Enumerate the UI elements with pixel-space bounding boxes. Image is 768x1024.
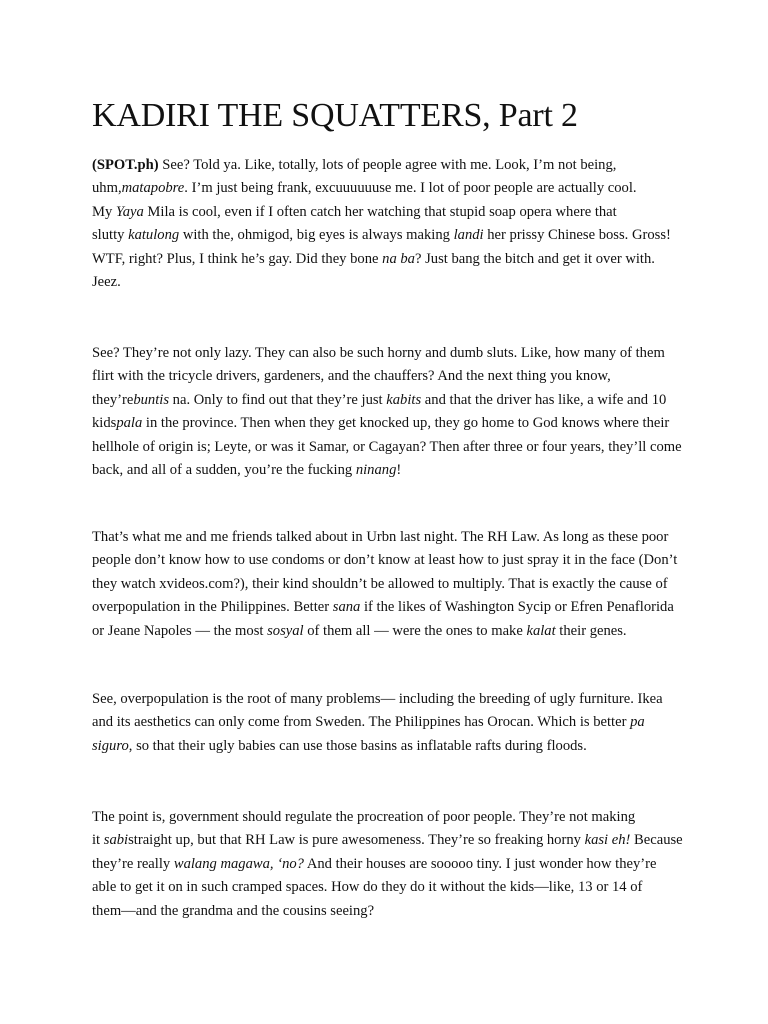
text: they’re really [92,855,174,872]
italic-term: buntis [133,391,170,408]
line [92,154,692,177]
text: straight up, but that RH Law is pure awesomeness. They’re so freaking horny [128,832,585,849]
line [92,711,692,734]
line: flirt with the tricycle drivers, gardeners, and the chauffers? And the next thing you know, [92,368,611,385]
line: them—and the grandma and the cousins seeing? [92,902,375,919]
italic-term: walang magawa, ‘no? [173,855,304,872]
line: able to get it on in such cramped spaces. How do they do it without the kids—like, 13 or 14 of [92,879,643,896]
italic-term: sabi [103,832,129,849]
line: Jeez. [92,274,121,291]
line [92,620,692,643]
line: See, overpopulation is the root of many problems— including the breeding of ugly furniture. Ikea [92,691,663,707]
italic-term: ninang [355,462,397,479]
text: overpopulation in the Philippines. Better [92,599,333,616]
line [92,201,692,224]
italic-term: na ba [382,250,415,267]
text: kids [92,415,117,432]
line [92,829,692,852]
text: uhm, [92,180,122,197]
text: or Jeane Napoles — the most [92,622,268,639]
line: The point is, government should regulate the procreation of poor people. They’re not making [92,809,636,825]
italic-term: sosyal [267,622,304,639]
text: and that the driver has like, a wife and 10 [421,391,667,408]
text: slutty [92,227,129,244]
text: in the province. Then when they get knocked up, they go home to God knows where their [142,415,670,432]
line [92,177,692,200]
text: their genes. [555,622,627,639]
line [92,596,692,619]
text: back, and all of a sudden, you’re the fucking [92,462,356,479]
italic-term: landi [453,227,484,244]
text: . I’m just being frank, excuuuuuuse me. I lot of poor people are actually cool. [184,180,637,197]
text: Because [630,832,683,849]
line [92,412,692,435]
text: they’re [92,391,134,408]
italic-term: kabits [386,391,422,408]
italic-term: kalat [526,622,556,639]
paragraph-5 [92,806,692,923]
italic-term: pa [630,714,645,731]
text: na. Only to find out that they’re just [169,391,387,408]
line [92,248,692,271]
italic-term: kasi eh! [584,832,631,849]
paragraph-2 [92,342,692,482]
text: And their houses are sooooo tiny. I just wonder how they’re [303,855,657,872]
line: See? They’re not only lazy. They can also be such horny and dumb sluts. Like, how many of them [92,345,665,361]
line [92,735,692,758]
source-tag: (SPOT.ph) [92,157,159,173]
italic-term: Yaya [115,203,144,220]
text: My [92,203,116,220]
text: Mila is cool, even if I often catch her watching that stupid soap opera where that [143,203,617,220]
paragraph-4 [92,688,692,758]
text: if the likes of Washington Sycip or Efren Penaflorida [360,599,674,616]
italic-term: pala [116,415,143,432]
line: people don’t know how to use condoms or don’t know at least how to just spray it in the face (Don’t [92,552,678,569]
article-title: KADIRI THE SQUATTERS, Part 2 [92,97,578,134]
text: WTF, right? Plus, I think he’s gay. Did they bone [92,250,383,267]
text: of them all — were the ones to make [303,622,527,639]
text: her prissy Chinese boss. Gross! [483,227,671,244]
paragraph-3 [92,526,692,643]
text: , so that their ugly babies can use those basins as inflatable rafts during floods. [128,737,587,754]
italic-term: siguro [92,737,129,754]
line [92,459,692,482]
text: with the, ohmigod, big eyes is always making [179,227,454,244]
line: hellhole of origin is; Leyte, or was it Samar, or Cagayan? Then after three or four years, they’ll come [92,438,682,455]
text: it [92,832,104,849]
line [92,853,692,876]
line [92,224,692,247]
italic-term: matapobre [121,180,185,197]
italic-term: katulong [128,227,180,244]
text: and its aesthetics can only come from Sweden. The Philippines has Orocan. Which is better [92,714,631,731]
line: they watch xvideos.com?), their kind shouldn’t be allowed to multiply. That is exactly the cause of [92,575,668,592]
text: See? Told ya. Like, totally, lots of people agree with me. Look, I’m not being, [158,157,617,173]
line: That’s what me and me friends talked about in Urbn last night. The RH Law. As long as these poor [92,529,669,545]
italic-term: sana [332,599,361,616]
paragraph-1 [92,154,692,294]
text: ? Just bang the bitch and get it over with. [414,250,655,267]
line [92,389,692,412]
text: ! [396,462,402,479]
